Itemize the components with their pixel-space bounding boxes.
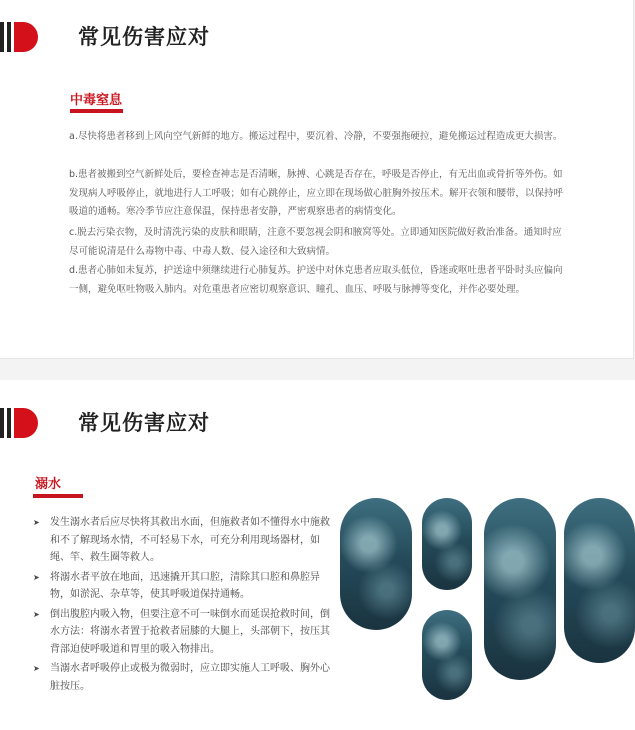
section-title: 常见伤害应对 [78,411,210,435]
arrow-right-icon: ➤ [33,609,40,619]
title-bar-stripe [7,408,11,438]
paragraph-b: b.患者被搬到空气新鲜处后，要检查神志是否清晰，脉搏、心跳是否存在，呼吸是否停止，有无出血或骨折等外伤。如发现病人呼吸停止，就地进行人工呼吸；如有心跳停止，应立即在现场做心脏胸外按压术。解开衣领和腰带，以保持呼吸道的通畅。寒冷季节应注意保温，保持患者安静，严密观察患者的病情变化。 [69,169,564,218]
list-item [33,660,338,695]
underwater-image [340,498,412,630]
paragraph-a: a.尽快将患者移到上风向空气新鲜的地方。搬运过程中，要沉着、冷静，不要强拖硬拉，避免搬运过程造成更大损害。 [69,131,563,142]
arrow-right-icon: ➤ [33,664,40,673]
title-bar-stripe [0,22,4,52]
list-item-text: 发生溺水者后应尽快将其救出水面，但施救者如不懂得水中施救和不了解现场水情，不可轻易下水，可充分利用现场器材，如绳、竿、救生圈等救人。 [50,517,330,563]
list-item-text: 将溺水者平放在地面，迅速撬开其口腔，清除其口腔和鼻腔异物，如淤泥、杂草等，使其呼吸道保持通畅。 [50,571,320,600]
title-bar-red-tab [14,22,38,52]
subsection-title-drowning: 溺水 [35,477,62,492]
list-item [33,606,338,659]
title-bar-logo [0,408,60,438]
list-item [33,514,338,567]
title-bar-logo [0,22,60,52]
list-item [33,569,338,604]
list-item-text: 倒出腹腔内吸入物，但要注意不可一味倒水而延误抢救时间，倒水方法：将溺水者置于抢救者屈膝的大腿上，头部朝下，按压其背部迫使呼吸道和胃里的吸入物排出。 [50,608,330,655]
underwater-image [422,610,472,700]
list-item-text: 当溺水者呼吸停止或极为微弱时，应立即实施人工呼吸、胸外心脏按压。 [50,663,330,692]
bullet-list [33,514,338,697]
underwater-image [484,498,556,680]
arrow-right-icon: ➤ [33,518,40,527]
underwater-image [564,498,635,663]
paragraph-c: c.脱去污染衣物，及时清洗污染的皮肤和眼睛，注意不要忽视会阴和腋窝等处。立即通知医院做好救治准备。通知时应尽可能说清是什么毒物中毒、中毒人数、侵入途径和大致病情。 [69,227,562,257]
underwater-image [422,498,472,590]
title-bar-red-tab [14,408,38,438]
arrow-right-icon: ➤ [33,572,40,582]
section-title: 常见伤害应对 [78,25,210,49]
subsection-underline [70,109,123,113]
title-bar-stripe [7,22,11,52]
paragraph-d: d.患者心肺如未复苏，护送途中须继续进行心肺复苏。护送中对休克患者应取头低位，昏迷或呕吐患者平卧时头应偏向一侧，避免呕吐物吸入肺内。对危重患者应密切观察意识、瞳孔、血压、呼吸与脉搏等变化，并作必要处理。 [69,265,563,295]
subsection-title-poisoning: 中毒窒息 [70,93,123,108]
title-bar-stripe [0,408,4,438]
subsection-underline [33,494,83,498]
section-card-poisoning [0,0,634,359]
